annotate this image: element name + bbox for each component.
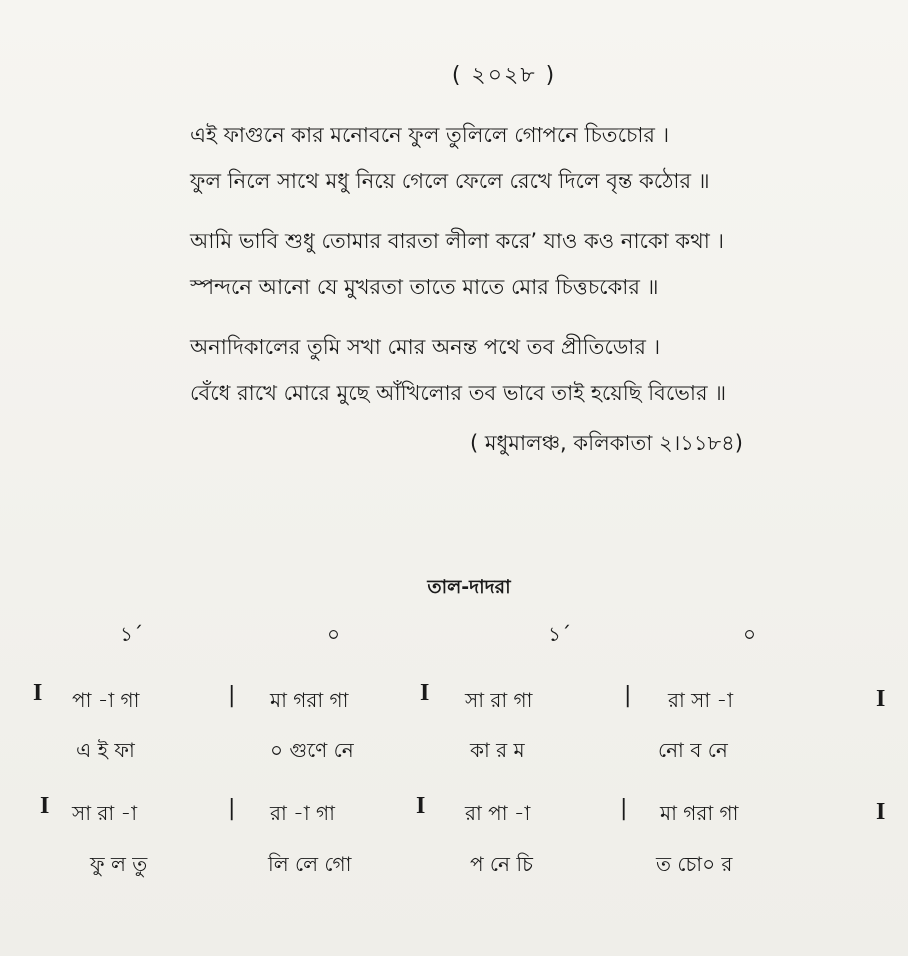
lyric-line: অনাদিকালের তুমি সখা মোর অনন্ত পথে তব প্রীতিডোর ।: [190, 335, 661, 359]
lyric-syllables: এ ই ফা: [76, 738, 135, 762]
swara-cell: সা রা -া: [72, 801, 137, 825]
lyric-line: ফুল নিলে সাথে মধু নিয়ে গেলে ফেলে রেখে দিলে বৃন্ত কঠোর ॥: [190, 169, 710, 193]
lyric-syllables: ফু ল তু: [90, 852, 148, 876]
bar-major: I: [40, 793, 50, 819]
lyric-syllables: ০ গুণে নে: [270, 738, 354, 762]
lyric-syllables: প নে চি: [470, 852, 533, 876]
source-citation: ( মধুমালঞ্চ, কলিকাতা ২।১১৮৪): [470, 431, 743, 455]
lyric-line: স্পন্দনে আনো যে মুখরতা তাতে মাতে মোর চিত্তচকোর ॥: [190, 275, 659, 299]
swara-cell: মা গরা গা: [660, 801, 739, 825]
beat-mark-khali: ০: [327, 622, 341, 646]
beat-mark-tali: ১´: [120, 622, 143, 646]
swara-cell: রা -া গা: [270, 801, 335, 825]
tala-heading: তাল-দাদরা: [427, 576, 511, 598]
lyric-line: বেঁধে রাখে মোরে মুছে আঁখিলোর তব ভাবে তাই হয়েছি বিভোর ॥: [190, 381, 727, 405]
beat-mark-khali: ০: [743, 622, 757, 646]
lyric-syllables: লি লে গো: [268, 852, 352, 876]
bar-major: I: [876, 686, 886, 712]
swara-cell: রা সা -া: [668, 688, 733, 712]
bar-minor: |: [620, 796, 628, 821]
swara-cell: মা গরা গা: [270, 688, 349, 712]
bar-minor: |: [228, 796, 236, 821]
bar-major: I: [416, 793, 426, 819]
bar-major: I: [420, 680, 430, 706]
swara-cell: পা -া গা: [72, 688, 140, 712]
lyric-line: আমি ভাবি শুধু তোমার বারতা লীলা করে’ যাও কও নাকো কথা ।: [190, 229, 724, 253]
bar-minor: |: [624, 683, 632, 708]
lyric-syllables: নো ব নে: [658, 738, 728, 762]
bar-minor: |: [228, 683, 236, 708]
lyric-line: এই ফাগুনে কার মনোবনে ফুল তুলিলে গোপনে চিতচোর ।: [190, 123, 670, 147]
lyric-syllables: ত চো০ র: [656, 852, 733, 876]
beat-mark-tali: ১´: [548, 622, 571, 646]
bar-major: I: [876, 799, 886, 825]
swara-cell: সা রা গা: [465, 688, 533, 712]
song-number: ( ২০২৮ ): [451, 63, 557, 88]
lyric-syllables: কা র ম: [470, 738, 525, 762]
swara-cell: রা পা -া: [465, 801, 531, 825]
bar-major: I: [33, 680, 43, 706]
